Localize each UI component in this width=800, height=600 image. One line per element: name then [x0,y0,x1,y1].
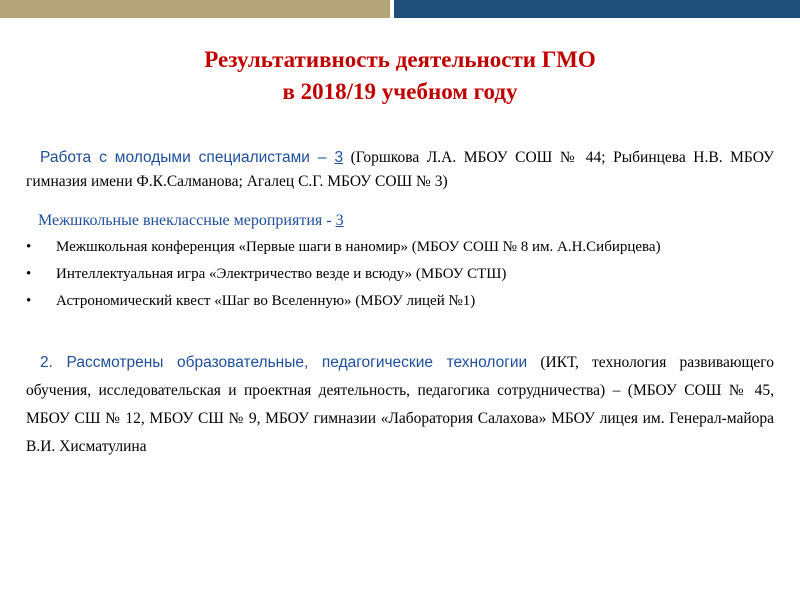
events-heading [38,209,786,233]
technologies-paragraph [26,349,774,461]
list-item-text: Межшкольная конференция «Первые шаги в наномир» (МБОУ СОШ № 8 им. А.Н.Сибирцева) [56,239,661,255]
slide-title-line-1: Результативность деятельности ГМО [204,47,596,72]
list-item-text: Интеллектуальная игра «Электричество везде и всюду» (МБОУ СТШ) [56,266,507,282]
top-bar-blue [394,0,800,18]
events-label: Межшкольные внеклассные мероприятия - [38,212,336,229]
young-specialists-details: (Горшкова Л.А. МБОУ СОШ № 44; Рыбинцева Н.В. МБОУ гимназия имени Ф.К.Салманова; Агалец С.Г. МБОУ СОШ № 3) [26,149,774,190]
list-item [26,261,786,288]
slide-title-line-2: в 2018/19 учебном году [282,79,518,104]
events-count: 3 [335,212,344,229]
list-item [26,288,786,315]
list-item-text: Астрономический квест «Шаг во Вселенную» (МБОУ лицей №1) [56,293,476,309]
bullet-icon: • [26,266,32,282]
young-specialists-paragraph [26,146,774,194]
technologies-details: (ИКТ, технология развивающего обучения, исследовательская и проектная деятельность, педагогика сотрудничества) – (МБОУ СОШ № 45, МБОУ СШ № 12, МБОУ СШ № 9, МБОУ гимназии «Лаборатория Салахова» МБОУ лицея им. Генерал-майора В.И. Хисматулина [26,354,774,455]
bullet-icon: • [26,293,32,309]
bullet-icon: • [26,239,32,255]
events-list [26,234,786,315]
young-specialists-label: Работа с молодыми специалистами – [40,149,335,166]
list-item [26,234,786,261]
young-specialists-count: 3 [334,149,344,166]
top-bar-gold [0,0,390,18]
technologies-lead: 2. Рассмотрены образовательные, педагогические технологии [40,354,528,371]
